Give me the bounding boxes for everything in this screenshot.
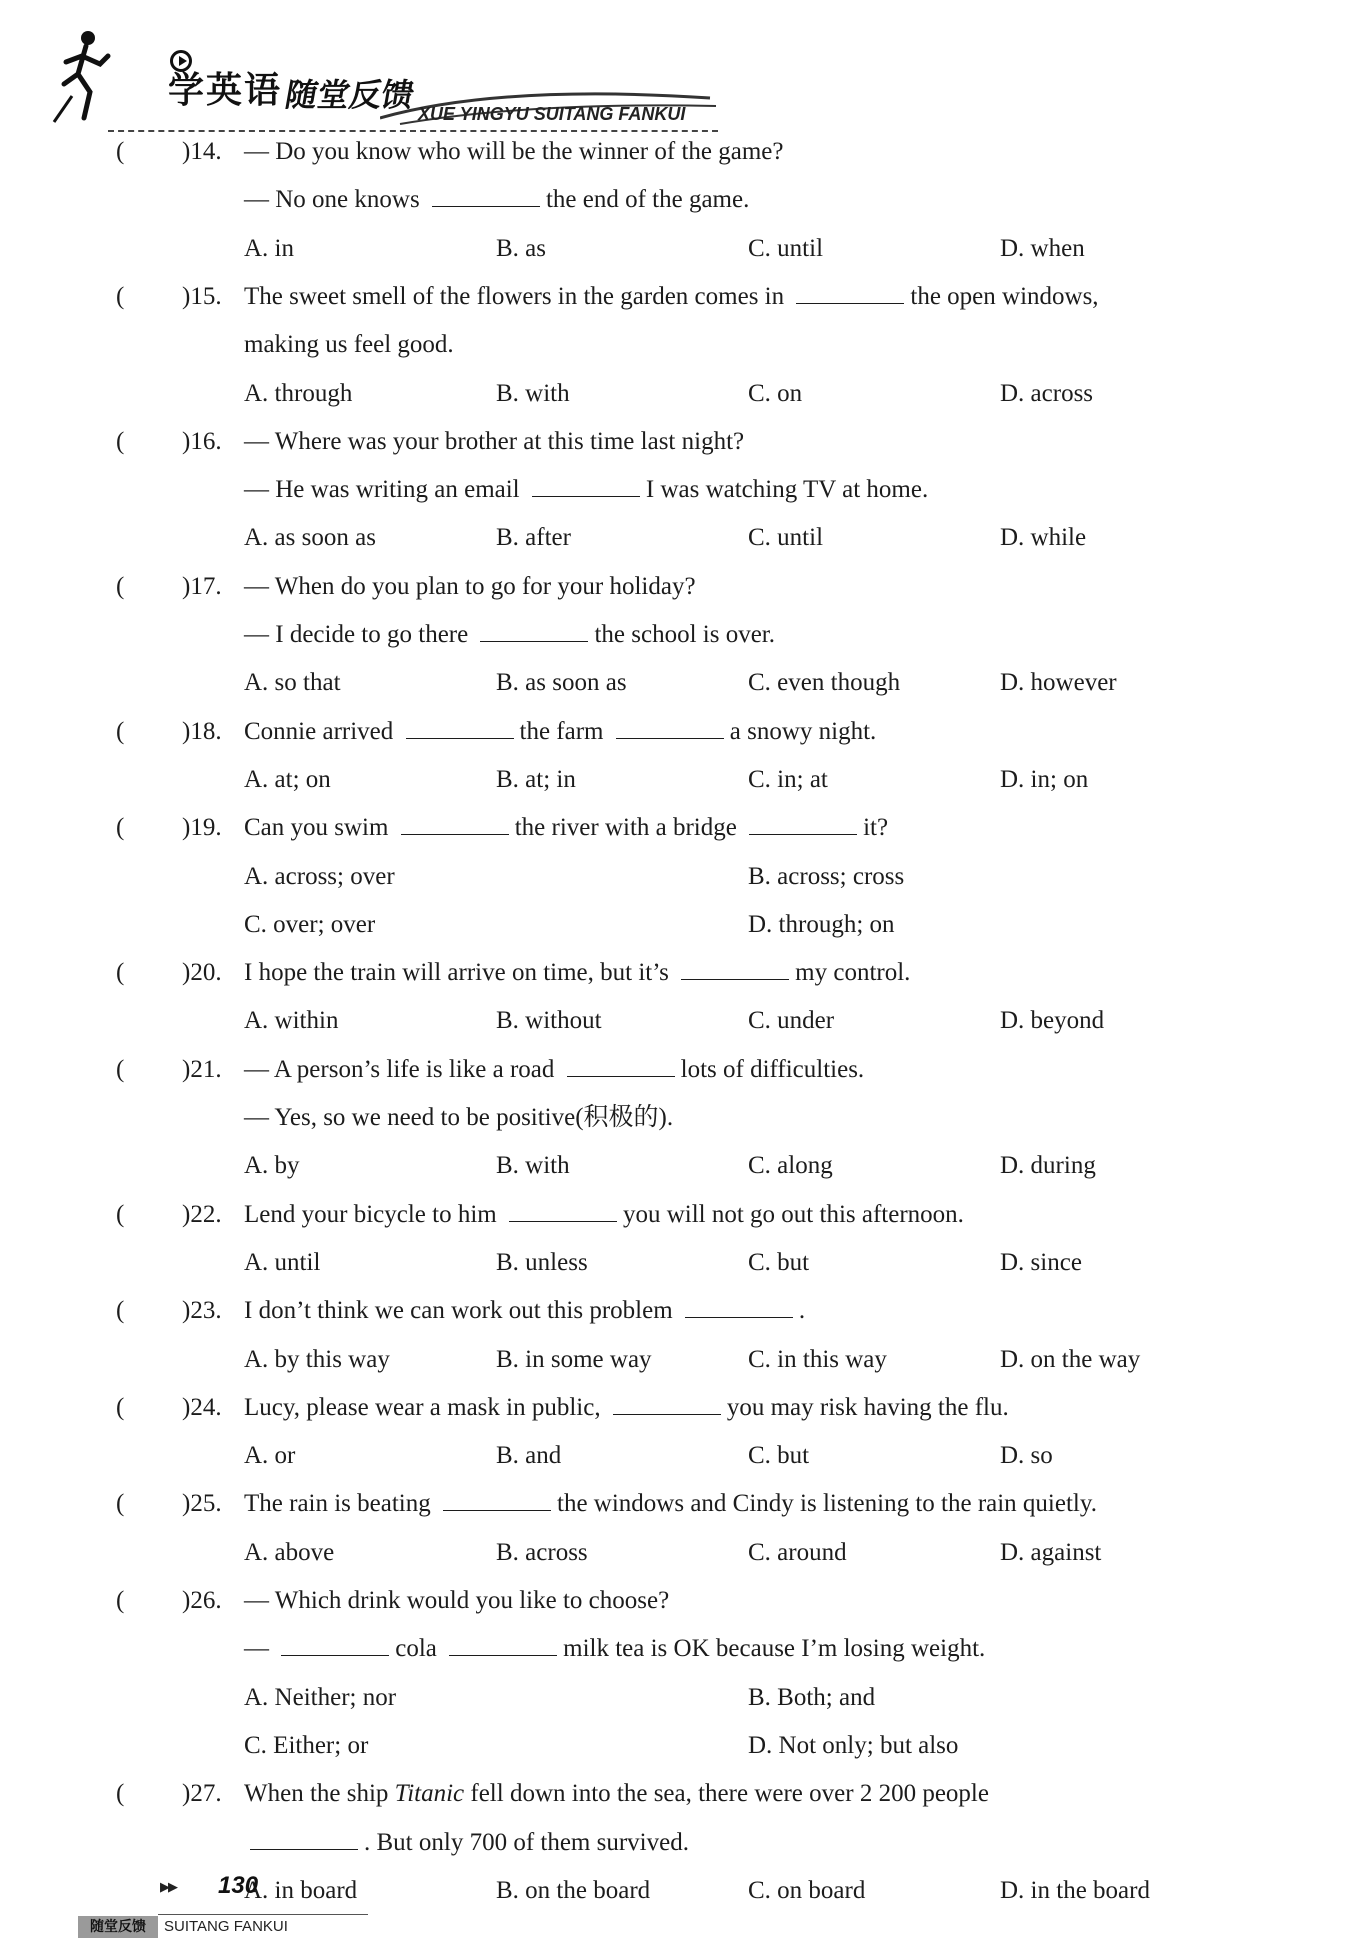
option-b[interactable]: B. and xyxy=(496,1442,562,1470)
option-a[interactable]: A. within xyxy=(244,1007,339,1035)
question-text xyxy=(244,813,888,843)
answer-paren[interactable]: ( xyxy=(116,1200,125,1228)
option-a[interactable]: A. as soon as xyxy=(244,524,376,552)
question-text xyxy=(244,137,783,167)
runner-logo-icon xyxy=(50,26,120,126)
question-text-segment: cola xyxy=(395,1635,437,1663)
question-number: )23. xyxy=(182,1297,222,1325)
question-number: )19. xyxy=(182,814,222,842)
question-text-segment: making us feel good. xyxy=(244,331,454,359)
option-d[interactable]: D. so xyxy=(1000,1442,1053,1470)
answer-blank[interactable] xyxy=(532,496,640,497)
question-text-segment: — I decide to go there xyxy=(244,621,469,648)
option-d[interactable]: D. on the way xyxy=(1000,1345,1141,1373)
question-number: )22. xyxy=(182,1200,222,1228)
answer-paren[interactable]: ( xyxy=(116,572,125,600)
option-d[interactable]: D. while xyxy=(1000,524,1087,552)
option-a[interactable]: A. or xyxy=(244,1442,296,1470)
option-a[interactable]: A. by this way xyxy=(244,1345,390,1373)
answer-paren[interactable]: ( xyxy=(116,1490,125,1518)
question-text xyxy=(244,282,1099,312)
header-title-english: XUE YINGYU SUITANG FANKUI xyxy=(418,104,686,124)
page-footer xyxy=(78,1872,498,1952)
option-c[interactable]: C. on xyxy=(748,379,803,407)
option-d[interactable]: D. in; on xyxy=(1000,765,1089,793)
option-d[interactable]: D. since xyxy=(1000,1248,1082,1276)
answer-blank[interactable] xyxy=(681,979,789,980)
question-text-segment: milk tea is OK because I’m losing weight. xyxy=(563,1635,986,1663)
answer-blank[interactable] xyxy=(613,1414,721,1415)
double-arrow-icon: ▶▶ xyxy=(160,1880,176,1895)
option-b[interactable]: B. across xyxy=(496,1538,588,1566)
option-b[interactable]: B. with xyxy=(496,379,570,407)
option-d[interactable]: D. however xyxy=(1000,669,1117,697)
question-number: )21. xyxy=(182,1055,222,1083)
option-d[interactable]: D. beyond xyxy=(1000,1007,1105,1035)
answer-paren[interactable]: ( xyxy=(116,1393,125,1421)
answer-blank[interactable] xyxy=(406,738,514,739)
footer-rule xyxy=(158,1914,368,1915)
question-text-segment: — Which drink would you like to choose? xyxy=(244,1587,670,1614)
footer-label-chinese: 随堂反馈 xyxy=(78,1916,158,1938)
question-text xyxy=(244,717,876,747)
option-c[interactable]: C. until xyxy=(748,234,824,262)
answer-paren[interactable]: ( xyxy=(116,282,125,310)
answer-paren[interactable]: ( xyxy=(116,959,125,987)
option-c[interactable]: C. even though xyxy=(748,669,901,697)
option-a[interactable]: A. in xyxy=(244,234,294,262)
answer-paren[interactable]: ( xyxy=(116,1780,125,1808)
option-b[interactable]: B. in some way xyxy=(496,1345,652,1373)
question-text xyxy=(244,1393,1009,1423)
option-a[interactable]: A. at; on xyxy=(244,765,331,793)
answer-paren[interactable]: ( xyxy=(116,717,125,745)
option-c[interactable]: C. around xyxy=(748,1538,847,1566)
question-text-segment: a snowy night. xyxy=(729,717,877,745)
question-text-segment: the school is over. xyxy=(594,621,775,648)
header-title-chinese: 学英语 xyxy=(168,70,283,111)
question-text-segment: the windows and Cindy is listening to the rain quietly. xyxy=(557,1490,1097,1518)
question-text-segment: Can you swim xyxy=(244,814,389,842)
question-text-segment: Connie arrived xyxy=(244,717,394,745)
question-number: )26. xyxy=(182,1587,222,1614)
question-text-segment: the farm xyxy=(519,717,604,745)
answer-blank[interactable] xyxy=(449,1655,557,1656)
question-text xyxy=(244,1055,864,1085)
question-number: )18. xyxy=(182,717,222,745)
question-text xyxy=(244,427,744,457)
question-text xyxy=(244,1779,989,1809)
question-text xyxy=(244,958,910,988)
question-text-segment: Lend your bicycle to him xyxy=(244,1200,497,1228)
question-text-segment: my control. xyxy=(795,959,911,987)
question-number: )24. xyxy=(182,1393,222,1421)
header-subtitle-chinese: 随堂反馈 xyxy=(282,76,418,114)
option-c[interactable]: C. until xyxy=(748,524,824,552)
answer-blank[interactable] xyxy=(685,1317,793,1318)
question-text-segment: The rain is beating xyxy=(244,1490,431,1518)
question-text-segment: the river with a bridge xyxy=(514,814,737,842)
answer-paren[interactable]: ( xyxy=(116,1297,125,1325)
question-text-segment: fell down into the sea, there were over 2 200 people xyxy=(470,1780,989,1808)
option-b[interactable]: B. at; in xyxy=(496,765,576,793)
option-c[interactable]: C. under xyxy=(748,1007,835,1035)
answer-blank[interactable] xyxy=(480,641,588,642)
answer-blank[interactable] xyxy=(432,206,540,207)
question-text xyxy=(244,185,749,215)
option-a[interactable]: A. by xyxy=(244,1152,300,1180)
question-text-segment: I don’t think we can work out this problem xyxy=(244,1297,673,1325)
answer-blank[interactable] xyxy=(250,1849,358,1850)
question-text-segment: . xyxy=(798,1297,806,1325)
question-number: )15. xyxy=(182,282,222,310)
question-number: )17. xyxy=(182,572,222,600)
answer-paren[interactable]: ( xyxy=(116,814,125,842)
footer-label-english: SUITANG FANKUI xyxy=(164,1918,288,1935)
question-text-segment: — Yes, so we need to be positive(积极的). xyxy=(244,1104,674,1131)
question-number: )20. xyxy=(182,959,222,987)
option-d[interactable]: D. through; on xyxy=(748,910,895,938)
question-text-segment: — Do you know who will be the winner of the game? xyxy=(244,138,784,165)
question-text xyxy=(244,1296,805,1326)
option-c[interactable]: C. in this way xyxy=(748,1345,887,1373)
question-number: )14. xyxy=(182,138,222,165)
option-b[interactable]: B. as soon as xyxy=(496,669,627,697)
question-text xyxy=(244,1586,669,1616)
question-text-segment: — No one knows xyxy=(244,186,420,214)
option-c[interactable]: C. along xyxy=(748,1152,833,1180)
question-text xyxy=(244,1828,689,1858)
option-b[interactable]: B. after xyxy=(496,524,571,552)
question-text-segment: it? xyxy=(863,814,889,842)
question-text-segment: lots of difficulties. xyxy=(680,1055,865,1083)
option-d[interactable]: D. across xyxy=(1000,379,1094,407)
question-text-segment: — xyxy=(244,1635,269,1663)
question-number: )16. xyxy=(182,427,222,455)
answer-blank[interactable] xyxy=(567,1076,675,1077)
answer-blank[interactable] xyxy=(616,738,724,739)
option-d[interactable]: D. when xyxy=(1000,234,1085,262)
option-b[interactable]: B. as xyxy=(496,234,546,262)
option-b[interactable]: B. with xyxy=(496,1152,570,1180)
question-text xyxy=(244,475,928,505)
question-text-segment: Lucy, please wear a mask in public, xyxy=(244,1393,601,1421)
option-d[interactable]: D. in the board xyxy=(1000,1876,1150,1904)
question-text xyxy=(244,572,696,602)
question-text-segment: When the ship xyxy=(244,1780,389,1808)
question-text-segment: I hope the train will arrive on time, but it’s xyxy=(244,959,669,987)
option-c[interactable]: C. but xyxy=(748,1442,810,1470)
ship-name-italic: Titanic xyxy=(394,1780,465,1808)
option-d[interactable]: D. Not only; but also xyxy=(748,1731,959,1759)
option-a[interactable]: A. through xyxy=(244,379,353,407)
answer-paren[interactable]: ( xyxy=(116,138,125,165)
answer-blank[interactable] xyxy=(443,1510,551,1511)
option-a[interactable]: A. so that xyxy=(244,669,341,697)
question-text-segment: . But only 700 of them survived. xyxy=(364,1828,689,1856)
header-banner xyxy=(50,18,690,128)
question-text-segment: — Where was your brother at this time last night? xyxy=(244,427,745,455)
option-a[interactable]: A. until xyxy=(244,1248,321,1276)
option-a[interactable]: A. above xyxy=(244,1538,335,1566)
option-c[interactable]: C. Either; or xyxy=(244,1731,369,1759)
question-number: )25. xyxy=(182,1490,222,1518)
question-text-segment: the end of the game. xyxy=(545,186,750,214)
option-c[interactable]: C. in; at xyxy=(748,765,828,793)
answer-paren[interactable]: ( xyxy=(116,1587,125,1614)
option-d[interactable]: D. during xyxy=(1000,1152,1096,1180)
question-text-segment: you will not go out this afternoon. xyxy=(622,1200,964,1228)
option-c[interactable]: C. on board xyxy=(748,1876,866,1904)
question-text xyxy=(244,330,454,360)
question-text-segment: — A person’s life is like a road xyxy=(244,1055,555,1083)
option-b[interactable]: B. Both; and xyxy=(748,1683,876,1711)
answer-blank[interactable] xyxy=(796,303,904,304)
option-b[interactable]: B. across; cross xyxy=(748,862,905,890)
option-a[interactable]: A. in board xyxy=(244,1876,358,1904)
question-text-segment: I was watching TV at home. xyxy=(645,476,929,504)
question-text xyxy=(244,1489,1097,1519)
question-text xyxy=(244,1200,964,1230)
option-b[interactable]: B. without xyxy=(496,1007,602,1035)
option-c[interactable]: C. but xyxy=(748,1248,810,1276)
answer-blank[interactable] xyxy=(281,1655,389,1656)
question-text xyxy=(244,1103,673,1133)
question-number: )27. xyxy=(182,1780,222,1808)
option-d[interactable]: D. against xyxy=(1000,1538,1102,1566)
header-dashed-rule xyxy=(108,130,718,132)
question-text xyxy=(244,620,775,650)
question-text-segment: The sweet smell of the flowers in the garden comes in xyxy=(244,282,785,310)
answer-blank[interactable] xyxy=(401,834,509,835)
question-text xyxy=(244,1634,985,1664)
option-b[interactable]: B. unless xyxy=(496,1248,588,1276)
question-text-segment: you may risk having the flu. xyxy=(726,1393,1009,1421)
option-a[interactable]: A. across; over xyxy=(244,862,395,890)
question-text-segment: — When do you plan to go for your holiday? xyxy=(244,572,696,600)
question-text-segment: the open windows, xyxy=(910,282,1099,310)
option-c[interactable]: C. over; over xyxy=(244,910,376,938)
answer-paren[interactable]: ( xyxy=(116,427,125,455)
option-b[interactable]: B. on the board xyxy=(496,1876,651,1904)
answer-blank[interactable] xyxy=(509,1221,617,1222)
question-text-segment: — He was writing an email xyxy=(244,476,520,504)
option-a[interactable]: A. Neither; nor xyxy=(244,1683,397,1711)
page-number: 130 xyxy=(218,1872,259,1899)
answer-blank[interactable] xyxy=(749,834,857,835)
answer-paren[interactable]: ( xyxy=(116,1055,125,1083)
